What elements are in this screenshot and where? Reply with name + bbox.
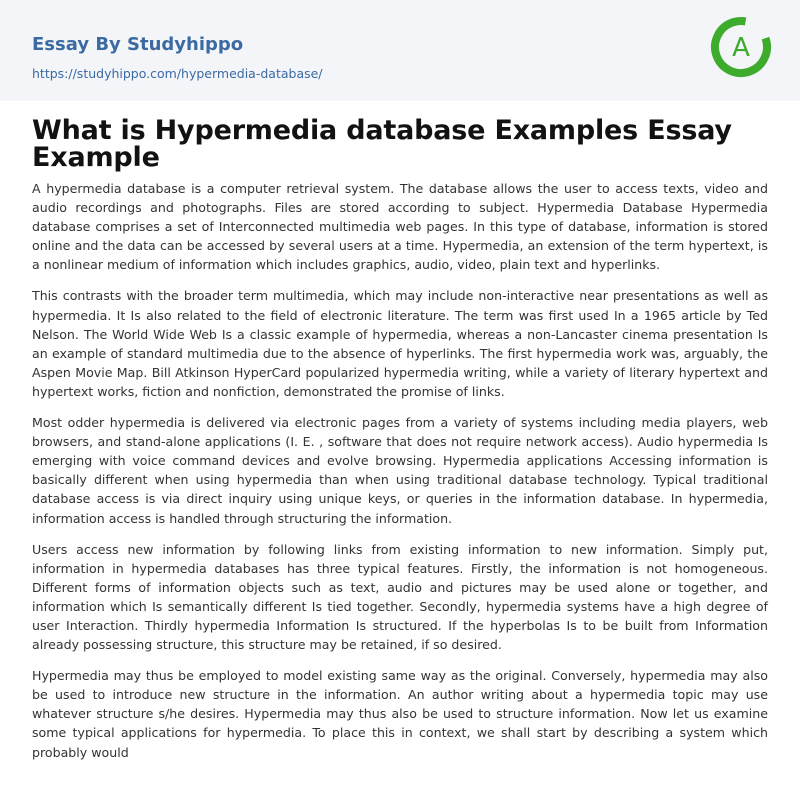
- article-title: What is Hypermedia database Examples Essay Example: [32, 115, 732, 173]
- article-paragraph: Most odder hypermedia is delivered via electronic pages from a variety of systems including media players, web browsers, and stand-alone applications (I. E. , software that does not require network access). Audio hypermedia Is emerging with voice command devices and evolve browsing. Hypermedia applications Accessing information is basically different when using hypermedia than when using traditional database technology. Typical traditional database access is via direct inquiry using unique keys, or queries in the information database. In hypermedia, information access is handled through structuring the information.: [32, 415, 768, 526]
- logo-letter: A: [732, 33, 750, 63]
- studyhippo-logo-icon[interactable]: [708, 14, 774, 80]
- article-paragraph: Users access new information by following links from existing information to new information. Simply put, information in hypermedia databases has three typical features. Firstly, the information is not homogeneous. Different forms of information objects such as text, audio and pictures may be used alone or together, and information which Is semantically different Is tied together. Secondly, hypermedia systems have a high degree of user Interaction. Thirdly hypermedia Information Is structured. If the hyperbolas Is to be built from Information already possessing structure, this structure may be retained, if so desired.: [32, 541, 768, 653]
- article-paragraph: This contrasts with the broader term multimedia, which may include non-interactive near presentations as well as hypermedia. It Is also related to the field of electronic literature. The term was first used In a 1965 article by Ted Nelson. The World Wide Web Is a classic example of hypermedia, whereas a non-Lancaster cinema presentation Is an example of standard multimedia due to the absence of hyperlinks. The first hypermedia work was, arguably, the Aspen Movie Map. Bill Atkinson HyperCard popularized hypermedia writing, while a variety of literary hypertext and hypertext works, fiction and nonfiction, demonstrated the promise of links.: [32, 288, 768, 399]
- article: [0, 101, 800, 762]
- article-paragraph: Hypermedia may thus be employed to model existing same way as the original. Conversely, hypermedia may also be used to introduce new structure in the information. An author writing about a hypermedia topic may use whatever structure s/he desires. Hypermedia may thus also be used to structure information. Now let us examine some typical applications for hypermedia. To place this in context, we shall start by describing a system which probably would: [32, 668, 768, 760]
- brand-link[interactable]: Essay By Studyhippo: [32, 34, 244, 55]
- site-header: [0, 0, 800, 101]
- page-url-link[interactable]: https://studyhippo.com/hypermedia-database/: [32, 66, 323, 81]
- article-paragraph: A hypermedia database is a computer retrieval system. The database allows the user to access texts, video and audio recordings and photographs. Files are stored according to subject. Hypermedia Database Hypermedia database comprises a set of Interconnected multimedia web pages. In this type of database, information is stored online and the data can be accessed by several users at a time. Hypermedia, an extension of the term hypertext, is a nonlinear medium of information which includes graphics, audio, video, plain text and hyperlinks.: [32, 181, 768, 273]
